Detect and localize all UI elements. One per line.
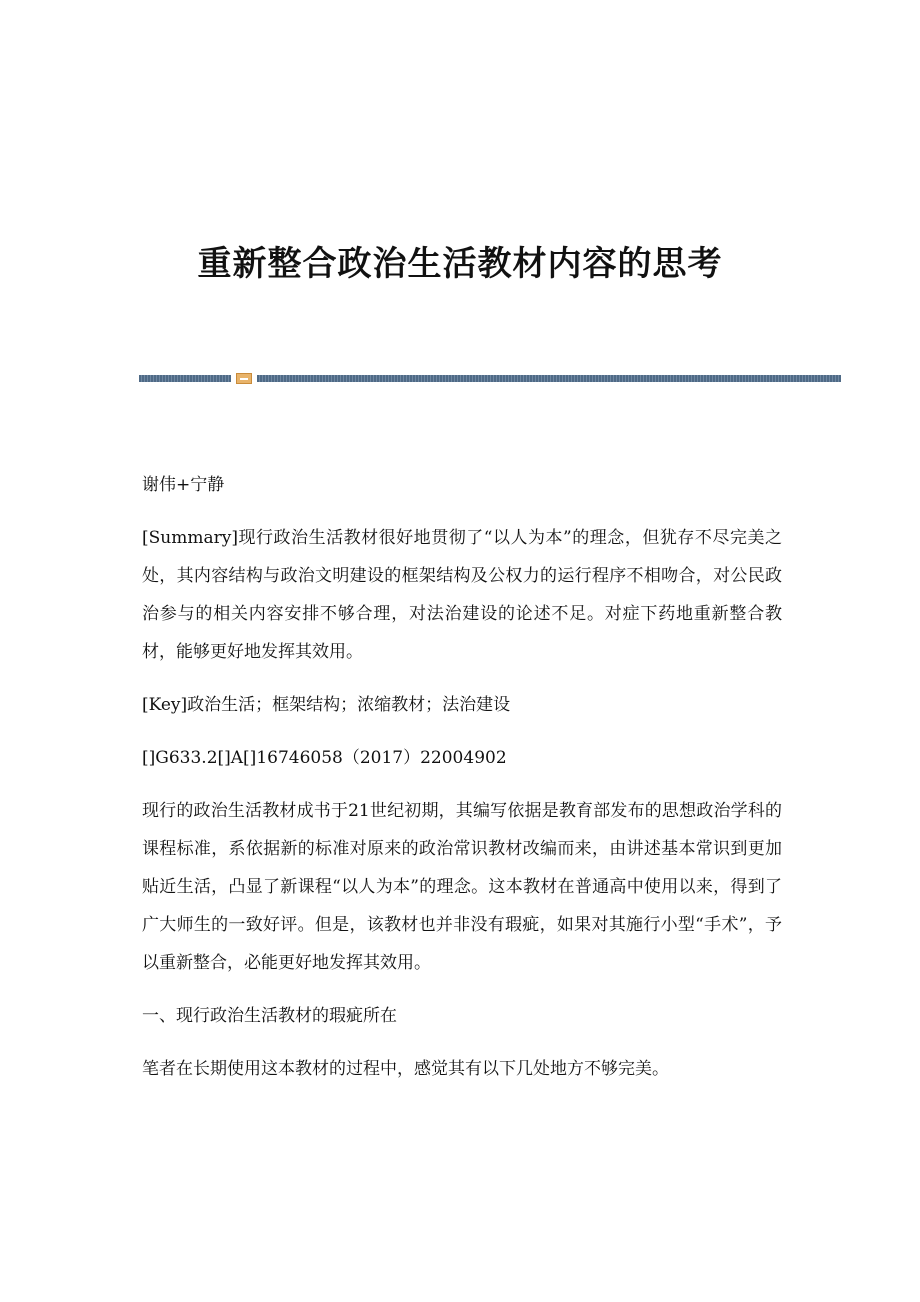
summary-paragraph: [Summary]现行政治生活教材很好地贯彻了“以人为本”的理念，但犹存不尽完美之处，其内容结构与政治文明建设的框架结构及公权力的运行程序不相吻合，对公民政治参与的相关内容安排不够合理，对法治建设的论述不足。对症下药地重新整合教材，能够更好地发挥其效用。: [142, 528, 782, 662]
title-divider: [139, 373, 841, 385]
divider-bar-right: [257, 375, 841, 382]
classification-line: []G633.2[]A[]16746058（2017）22004902: [142, 748, 507, 768]
section-heading: 一、现行政治生活教材的瑕疵所在: [142, 1006, 397, 1026]
article-body: [142, 466, 782, 1103]
divider-bar-left: [139, 375, 231, 382]
body-paragraph-2: 笔者在长期使用这本教材的过程中，感觉其有以下几处地方不够完美。: [142, 1059, 669, 1079]
body-paragraph-1: 现行的政治生活教材成书于21世纪初期，其编写依据是教育部发布的思想政治学科的课程标准，系依据新的标准对原来的政治常识教材改编而来，由讲述基本常识到更加贴近生活，凸显了新课程“以人为本”的理念。这本教材在普通高中使用以来，得到了广大师生的一致好评。但是，该教材也并非没有瑕疵，如果对其施行小型“手术”，予以重新整合，必能更好地发挥其效用。: [142, 801, 782, 973]
divider-ornament-icon: [236, 373, 252, 384]
author-line: 谢伟+宁静: [142, 475, 225, 495]
keywords-line: [Key]政治生活；框架结构；浓缩教材；法治建设: [142, 695, 511, 715]
page-title: 重新整合政治生活教材内容的思考: [197, 243, 723, 284]
